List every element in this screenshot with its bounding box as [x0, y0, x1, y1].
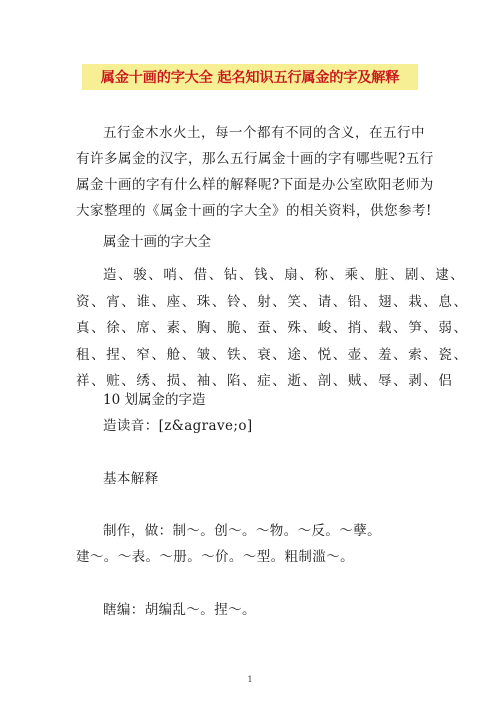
character-row: 造、骏、哨、借、钻、钱、扇、称、乘、脏、剧、逮、 — [103, 267, 466, 283]
title-highlight — [82, 64, 418, 90]
list-heading: 属金十画的字大全 — [103, 234, 211, 250]
character-list — [76, 262, 469, 395]
intro-line: 有许多属金的汉字，那么五行属金十画的字有哪些呢?五行 — [76, 151, 434, 167]
page-title: 属金十画的字大全 起名知识五行属金的字及解释 — [100, 70, 400, 86]
page-number: 1 — [247, 675, 253, 684]
definition-line: 瞎编：胡编乱～。捏～。 — [103, 602, 256, 618]
character-row: 资、宵、谁、座、珠、铃、射、笑、请、铅、翅、栽、息、 — [76, 293, 469, 310]
intro-line: 五行金木水火土，每一个都有不同的含义，在五行中 — [103, 125, 425, 141]
definition-line: 制作，做：制～。创～。～物。～反。～孽。 — [103, 523, 381, 539]
character-row: 真、徐、席、素、胸、脆、蚕、殊、峻、捎、载、笋、弱、 — [76, 320, 469, 336]
definition-line: 建～。～表。～册。～价。～型。粗制滥～。 — [76, 549, 354, 565]
character-row: 租、捏、窄、舱、皱、铁、衰、途、悦、壶、羞、索、瓷、 — [76, 346, 469, 363]
intro-paragraph — [76, 120, 434, 224]
intro-line: 大家整理的《属金十画的字大全》的相关资料，供您参考! — [76, 203, 432, 219]
intro-line: 属金十画的字有什么样的解释呢?下面是办公室欧阳老师为 — [76, 177, 434, 193]
section-heading: 10 划属金的字造 — [103, 392, 206, 408]
character-row: 祥、赃、绣、损、袖、陷、症、逝、剖、贼、辱、剥、侣 — [76, 373, 454, 389]
pronunciation-text: 造读音：[z&agrave;o] — [103, 418, 253, 434]
basic-explanation-heading: 基本解释 — [103, 471, 159, 487]
